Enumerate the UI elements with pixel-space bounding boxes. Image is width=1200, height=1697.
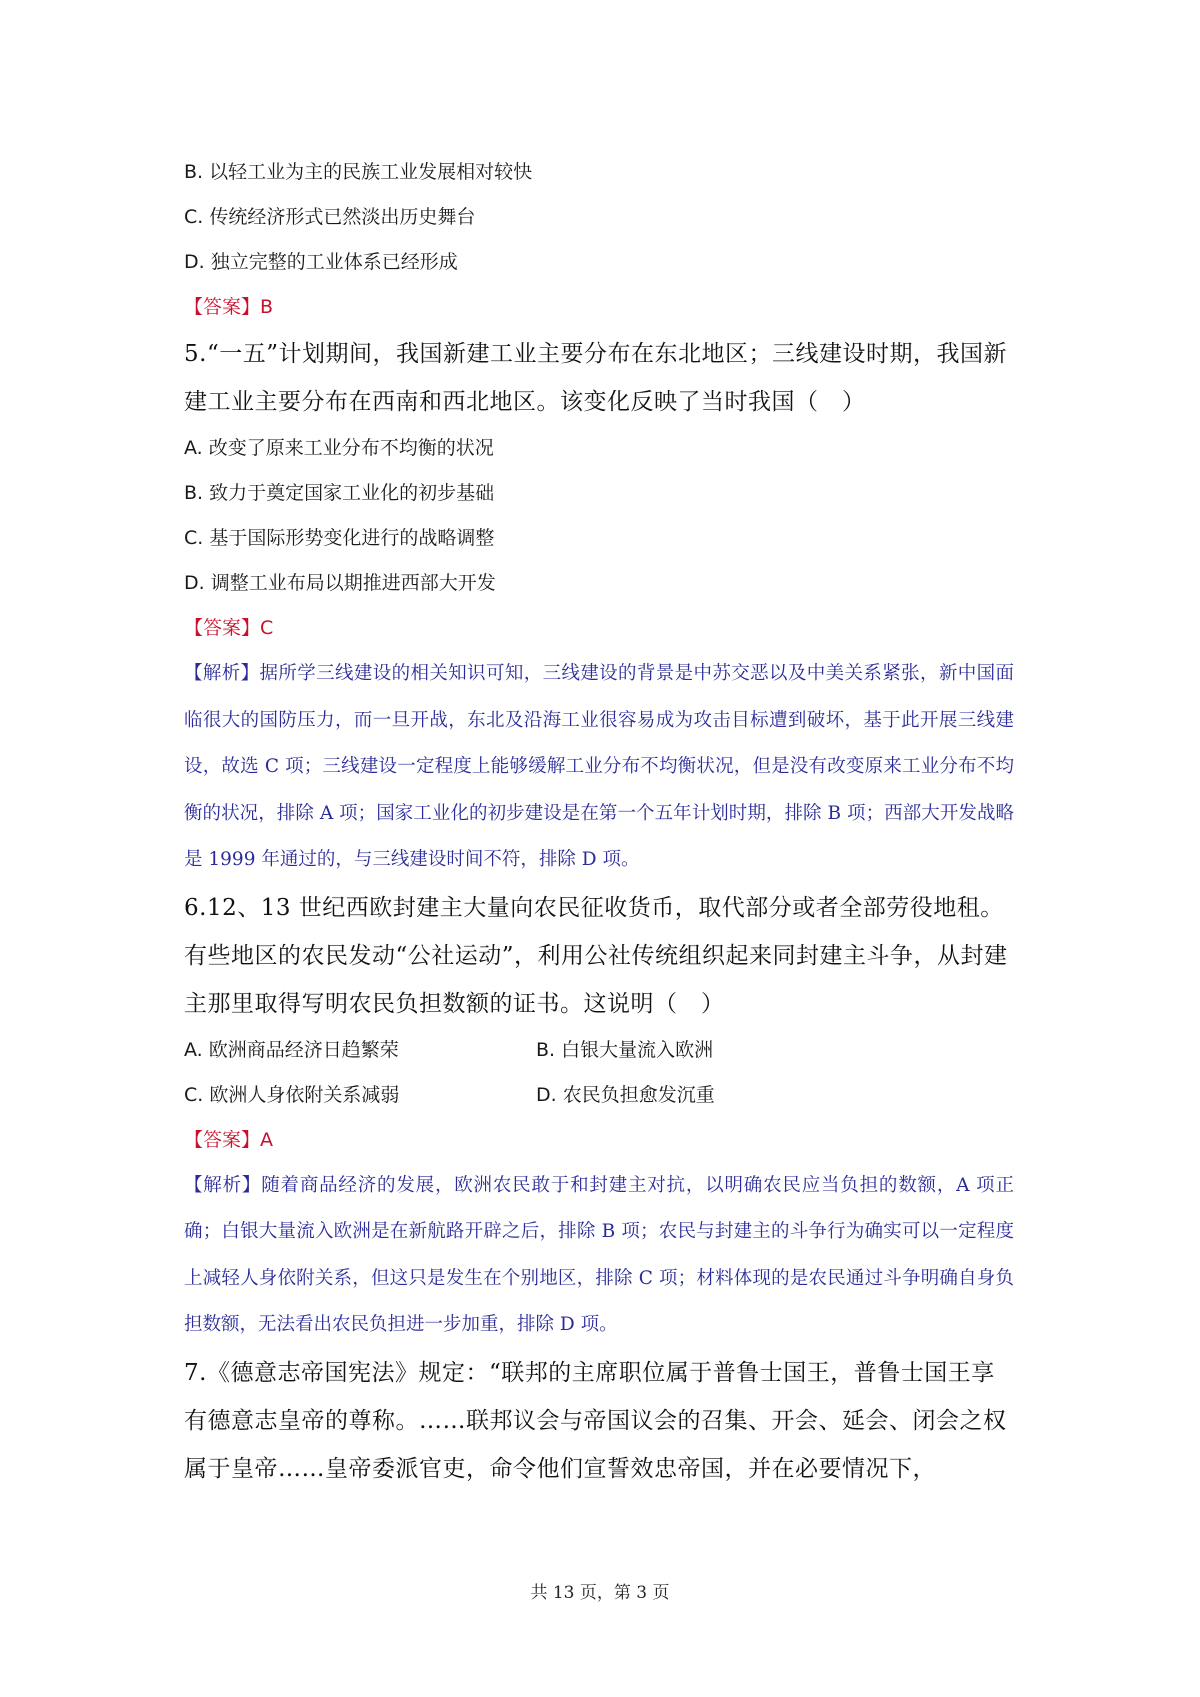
page-content [184, 150, 1014, 1493]
q5-option-d: D. 调整工业布局以期推进西部大开发 [184, 572, 496, 594]
q5-option-a: A. 改变了原来工业分布不均衡的状况 [184, 437, 494, 459]
q6-stem: 6.12、13 世纪西欧封建主大量向农民征收货币，取代部分或者全部劳役地租。有些地区的农民发动“公社运动”，利用公社传统组织起来同封建主斗争，从封建主那里取得写明农民负担数额的证书。这说明（ ） [184, 894, 1008, 1017]
q5-analysis [184, 651, 1014, 884]
q6-option-d: D. 农民负担愈发沉重 [536, 1083, 715, 1106]
q5-stem: 5.“一五”计划期间，我国新建工业主要分布在东北地区；三线建设时期，我国新建工业主要分布在西南和西北地区。该变化反映了当时我国（ ） [184, 341, 1007, 415]
page-footer: 共 13 页，第 3 页 [530, 1583, 670, 1603]
q6-options-row-2 [184, 1073, 1014, 1118]
q6-option-a: A. 欧洲商品经济日趋繁荣 [184, 1038, 399, 1061]
q6-options-row-1 [184, 1028, 1014, 1073]
q6-analysis-tag: 【解析】 [184, 1174, 262, 1196]
q4-option-b: B. 以轻工业为主的民族工业发展相对较快 [184, 161, 533, 183]
q4-option-c: C. 传统经济形式已然淡出历史舞台 [184, 206, 476, 228]
q4-answer: 【答案】B [184, 296, 274, 318]
q6-option-c: C. 欧洲人身依附关系减弱 [184, 1083, 400, 1106]
q7-stem: 7.《德意志帝国宪法》规定：“联邦的主席职位属于普鲁士国王，普鲁士国王享有德意志皇帝的尊称。……联邦议会与帝国议会的召集、开会、延会、闭会之权属于皇帝……皇帝委派官吏，命令他们宣誓效忠帝国，并在必要情况下， [184, 1359, 1007, 1482]
q5-option-b: B. 致力于奠定国家工业化的初步基础 [184, 482, 495, 504]
q5-analysis-tag: 【解析】 [184, 663, 260, 684]
q5-option-c: C. 基于国际形势变化进行的战略调整 [184, 527, 495, 549]
q6-analysis [184, 1163, 1014, 1349]
q5-analysis-text: 据所学三线建设的相关知识可知，三线建设的背景是中苏交恶以及中美关系紧张，新中国面临很大的国防压力，而一旦开战，东北及沿海工业很容易成为攻击目标遭到破坏，基于此开展三线建设，故选 C 项；三线建设一定程度上能够缓解工业分布不均衡状况，但是没有改变原来工业分布不均衡的状况，排除 A 项；国家工业化的初步建设是在第一个五年计划时期，排除 B 项；西部大开发战略是 1999 年通过的，与三线建设时间不符，排除 D 项。 [184, 663, 1014, 870]
q4-option-d: D. 独立完整的工业体系已经形成 [184, 251, 458, 273]
q5-answer: 【答案】C [184, 617, 274, 639]
q6-option-b: B. 白银大量流入欧洲 [536, 1038, 714, 1061]
q6-analysis-text: 随着商品经济的发展，欧洲农民敢于和封建主对抗，以明确农民应当负担的数额，A 项正确；白银大量流入欧洲是在新航路开辟之后，排除 B 项；农民与封建主的斗争行为确实可以一定程度上减轻人身依附关系，但这只是发生在个别地区，排除 C 项；材料体现的是农民通过斗争明确自身负担数额，无法看出农民负担进一步加重，排除 D 项。 [184, 1174, 1014, 1335]
q6-answer: 【答案】A [184, 1128, 273, 1151]
